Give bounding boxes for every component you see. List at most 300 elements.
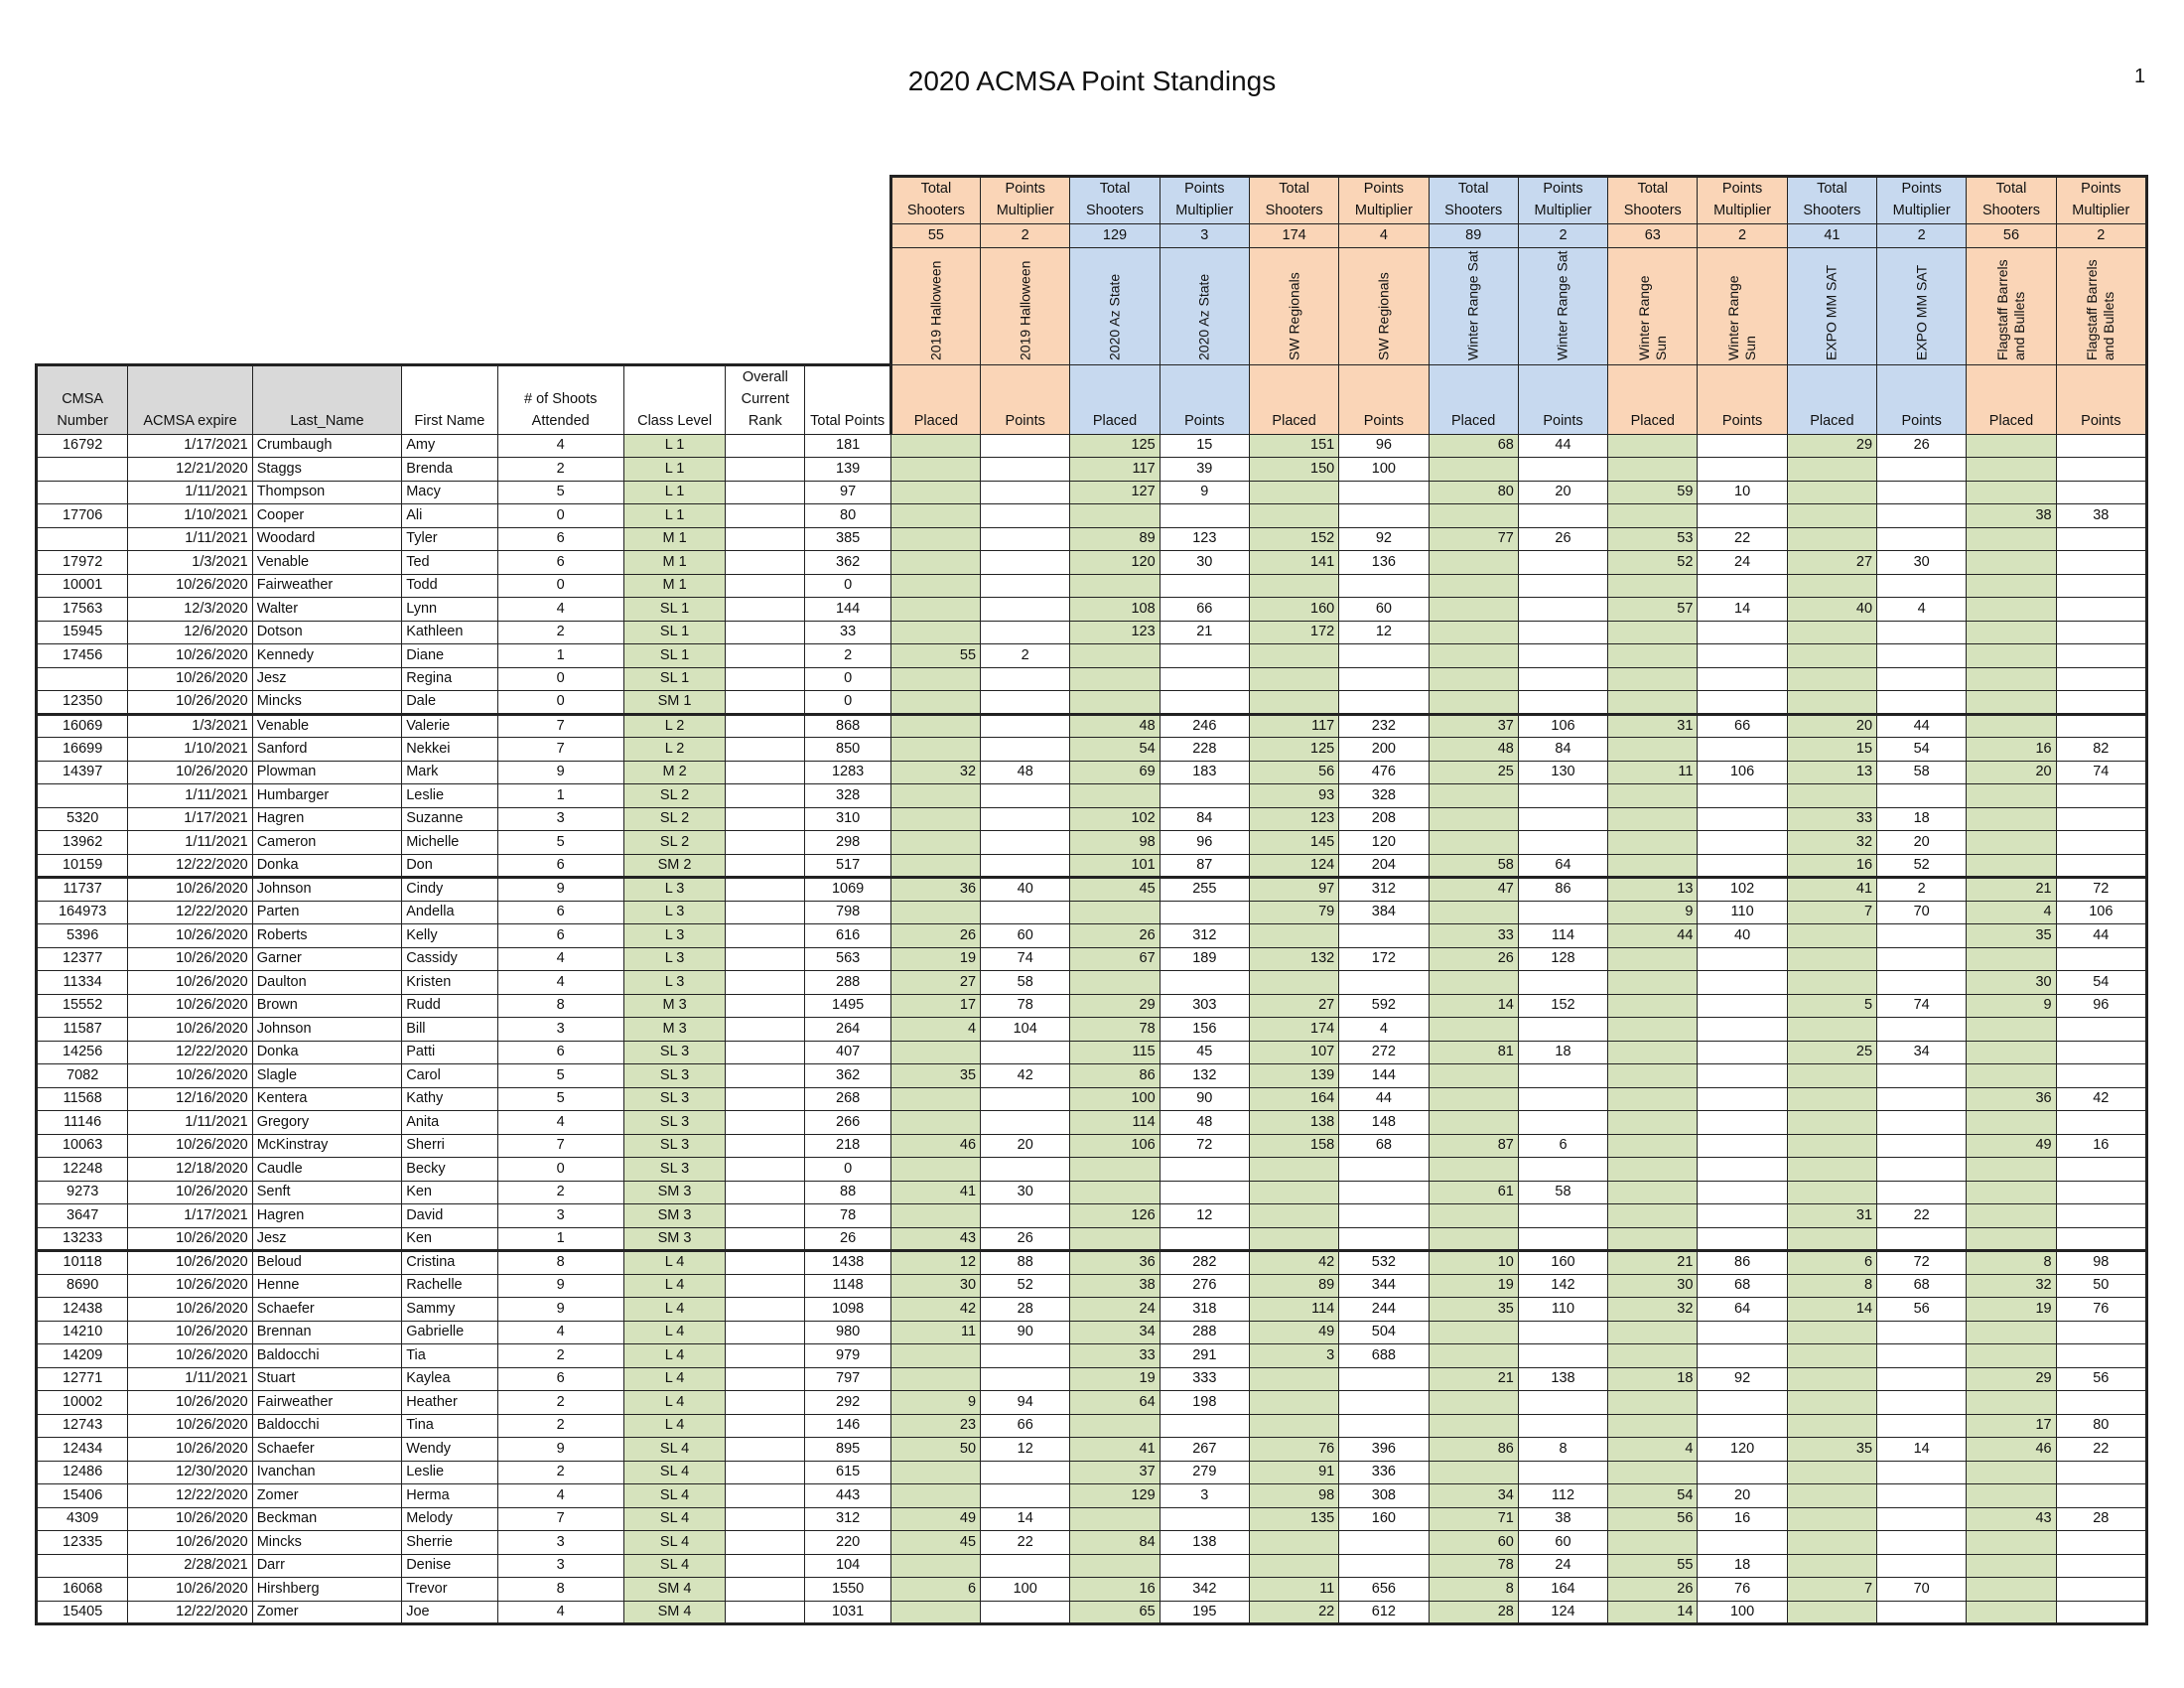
cell-wrsat-points: 8: [1518, 1438, 1607, 1462]
cell-overall-rank: [726, 551, 805, 575]
cell-flag-points: [2056, 947, 2146, 971]
cell-total-points: 980: [805, 1321, 890, 1344]
cell-total-points: 362: [805, 1064, 890, 1088]
event-points-multiplier-label: Points Multiplier: [1518, 177, 1607, 224]
cell-halloween-points: [981, 831, 1070, 855]
cell-swreg-points: [1339, 1414, 1429, 1438]
cell-azstate-points: [1160, 1414, 1249, 1438]
cell-first-name: Heather: [402, 1391, 497, 1415]
cell-halloween-placed: 36: [890, 878, 980, 902]
cell-overall-rank: [726, 1064, 805, 1088]
cell-azstate-placed: 98: [1070, 831, 1160, 855]
cell-wrsun-placed: [1608, 1344, 1698, 1368]
cell-azstate-points: 195: [1160, 1601, 1249, 1624]
cell-halloween-placed: 30: [890, 1274, 980, 1298]
cell-last-name: Kennedy: [252, 644, 401, 668]
cell-wrsat-placed: 28: [1429, 1601, 1518, 1624]
cell-halloween-placed: [890, 714, 980, 738]
cell-wrsat-points: 124: [1518, 1601, 1607, 1624]
cell-halloween-placed: [890, 621, 980, 644]
cell-expo-points: [1877, 1134, 1967, 1158]
cell-halloween-placed: [890, 901, 980, 924]
cell-expo-points: [1877, 1181, 1967, 1204]
cell-acmsa-expire: 10/26/2020: [128, 1018, 252, 1042]
cell-last-name: Gregory: [252, 1111, 401, 1135]
cell-expo-placed: 41: [1787, 878, 1876, 902]
cell-halloween-points: [981, 784, 1070, 808]
col-event-points: Points: [1698, 364, 1787, 434]
cell-first-name: Gabrielle: [402, 1321, 497, 1344]
cell-wrsat-placed: 77: [1429, 527, 1518, 551]
cell-azstate-points: 312: [1160, 924, 1249, 948]
cell-swreg-placed: 97: [1249, 878, 1338, 902]
cell-flag-placed: [1967, 1227, 2056, 1251]
cell-wrsat-placed: 58: [1429, 854, 1518, 878]
cell-expo-placed: [1787, 481, 1876, 504]
cell-last-name: Woodard: [252, 527, 401, 551]
cell-last-name: Donka: [252, 854, 401, 878]
cell-azstate-placed: [1070, 504, 1160, 528]
cell-wrsun-placed: [1608, 1018, 1698, 1042]
cell-class-level: SL 1: [623, 667, 725, 691]
cell-total-points: 97: [805, 481, 890, 504]
cell-shoots-attended: 9: [497, 878, 623, 902]
cell-shoots-attended: 9: [497, 1274, 623, 1298]
cell-flag-points: [2056, 527, 2146, 551]
cell-swreg-placed: 89: [1249, 1274, 1338, 1298]
cell-halloween-placed: 26: [890, 924, 980, 948]
event-points-multiplier-label: Points Multiplier: [1339, 177, 1429, 224]
event-total-shooters-value: 55: [890, 224, 980, 248]
table-row: [37, 1601, 2147, 1624]
cell-class-level: SL 1: [623, 644, 725, 668]
cell-total-points: 78: [805, 1204, 890, 1228]
cell-halloween-points: 104: [981, 1018, 1070, 1042]
cell-class-level: SM 3: [623, 1204, 725, 1228]
cell-wrsun-points: [1698, 1227, 1787, 1251]
cell-halloween-points: 52: [981, 1274, 1070, 1298]
cell-azstate-placed: 115: [1070, 1041, 1160, 1064]
cell-flag-points: 28: [2056, 1507, 2146, 1531]
col-cmsa-number: CMSA Number: [37, 364, 128, 434]
cell-last-name: Hagren: [252, 807, 401, 831]
cell-azstate-placed: [1070, 644, 1160, 668]
cell-first-name: Kathleen: [402, 621, 497, 644]
cell-wrsat-points: 38: [1518, 1507, 1607, 1531]
table-row: [37, 551, 2147, 575]
cell-flag-points: 82: [2056, 738, 2146, 762]
cell-halloween-points: [981, 1087, 1070, 1111]
cell-swreg-points: [1339, 481, 1429, 504]
cell-swreg-points: 688: [1339, 1344, 1429, 1368]
cell-overall-rank: [726, 1181, 805, 1204]
col-event-placed: Placed: [1429, 364, 1518, 434]
cell-first-name: Kathy: [402, 1087, 497, 1111]
cell-wrsat-placed: [1429, 1344, 1518, 1368]
cell-first-name: Becky: [402, 1158, 497, 1182]
cell-wrsat-placed: 48: [1429, 738, 1518, 762]
event-name-placed-text: 2019 Halloween: [927, 260, 944, 360]
cell-azstate-points: [1160, 901, 1249, 924]
cell-halloween-placed: [890, 738, 980, 762]
cell-expo-points: [1877, 667, 1967, 691]
cell-azstate-placed: 34: [1070, 1321, 1160, 1344]
cell-wrsat-points: [1518, 1064, 1607, 1088]
cell-wrsun-placed: 31: [1608, 714, 1698, 738]
cell-shoots-attended: 3: [497, 1018, 623, 1042]
cell-total-points: 798: [805, 901, 890, 924]
cell-swreg-points: [1339, 691, 1429, 715]
cell-expo-points: 70: [1877, 1578, 1967, 1602]
cell-wrsat-points: [1518, 551, 1607, 575]
cell-acmsa-expire: 10/26/2020: [128, 1507, 252, 1531]
cell-flag-placed: 8: [1967, 1251, 2056, 1275]
cell-flag-points: [2056, 1344, 2146, 1368]
cell-overall-rank: [726, 1111, 805, 1135]
cell-shoots-attended: 1: [497, 644, 623, 668]
cell-acmsa-expire: 1/11/2021: [128, 481, 252, 504]
cell-flag-points: [2056, 551, 2146, 575]
cell-total-points: 868: [805, 714, 890, 738]
cell-total-points: 385: [805, 527, 890, 551]
cell-total-points: 310: [805, 807, 890, 831]
cell-halloween-placed: 43: [890, 1227, 980, 1251]
cell-azstate-placed: 100: [1070, 1087, 1160, 1111]
cell-azstate-points: [1160, 574, 1249, 598]
cell-first-name: Ken: [402, 1181, 497, 1204]
cell-expo-placed: [1787, 504, 1876, 528]
cell-halloween-points: 60: [981, 924, 1070, 948]
cell-first-name: Kristen: [402, 971, 497, 995]
cell-flag-placed: 43: [1967, 1507, 2056, 1531]
cell-acmsa-expire: 10/26/2020: [128, 1251, 252, 1275]
cell-flag-points: [2056, 1041, 2146, 1064]
cell-first-name: Denise: [402, 1554, 497, 1578]
cell-class-level: L 3: [623, 924, 725, 948]
cell-halloween-placed: [890, 1087, 980, 1111]
cell-wrsun-points: 86: [1698, 1251, 1787, 1275]
cell-class-level: M 3: [623, 1018, 725, 1042]
cell-azstate-points: 183: [1160, 761, 1249, 784]
cell-wrsun-points: 16: [1698, 1507, 1787, 1531]
cell-wrsun-points: 106: [1698, 761, 1787, 784]
cell-wrsat-placed: 61: [1429, 1181, 1518, 1204]
cell-acmsa-expire: 10/26/2020: [128, 691, 252, 715]
cell-swreg-points: 592: [1339, 994, 1429, 1018]
col-class-level: Class Level: [623, 364, 725, 434]
cell-cmsa-number: 10159: [37, 854, 128, 878]
cell-overall-rank: [726, 1601, 805, 1624]
cell-flag-placed: [1967, 1158, 2056, 1182]
cell-swreg-placed: 107: [1249, 1041, 1338, 1064]
cell-cmsa-number: 12438: [37, 1298, 128, 1322]
cell-acmsa-expire: 1/17/2021: [128, 434, 252, 458]
table-row: [37, 574, 2147, 598]
table-row: [37, 924, 2147, 948]
cell-total-points: 895: [805, 1438, 890, 1462]
cell-overall-rank: [726, 621, 805, 644]
cell-expo-placed: [1787, 1181, 1876, 1204]
cell-azstate-points: 282: [1160, 1251, 1249, 1275]
cell-wrsun-points: [1698, 738, 1787, 762]
table-row: [37, 1507, 2147, 1531]
cell-expo-placed: 20: [1787, 714, 1876, 738]
event-total-shooters-label: Total Shooters: [1787, 177, 1876, 224]
cell-halloween-placed: [890, 1344, 980, 1368]
cell-wrsat-placed: [1429, 504, 1518, 528]
cell-total-points: 850: [805, 738, 890, 762]
cell-wrsat-placed: [1429, 784, 1518, 808]
cell-wrsun-points: [1698, 1134, 1787, 1158]
cell-shoots-attended: 2: [497, 621, 623, 644]
cell-azstate-points: 45: [1160, 1041, 1249, 1064]
cell-acmsa-expire: 12/22/2020: [128, 1041, 252, 1064]
cell-swreg-placed: [1249, 924, 1338, 948]
cell-halloween-placed: [890, 1461, 980, 1484]
cell-overall-rank: [726, 971, 805, 995]
cell-expo-points: 4: [1877, 598, 1967, 622]
cell-acmsa-expire: 12/22/2020: [128, 854, 252, 878]
cell-wrsun-points: [1698, 1111, 1787, 1135]
cell-class-level: L 3: [623, 878, 725, 902]
table-row: [37, 1554, 2147, 1578]
cell-wrsun-placed: [1608, 1134, 1698, 1158]
cell-halloween-placed: 11: [890, 1321, 980, 1344]
cell-last-name: Stuart: [252, 1367, 401, 1391]
cell-halloween-placed: 49: [890, 1507, 980, 1531]
event-total-shooters-value: 63: [1608, 224, 1698, 248]
cell-swreg-points: [1339, 667, 1429, 691]
cell-swreg-points: 312: [1339, 878, 1429, 902]
header-columns-row: [37, 364, 2147, 434]
cell-azstate-points: 333: [1160, 1367, 1249, 1391]
cell-wrsat-points: 64: [1518, 854, 1607, 878]
cell-flag-placed: 35: [1967, 924, 2056, 948]
cell-flag-placed: [1967, 1181, 2056, 1204]
cell-overall-rank: [726, 1087, 805, 1111]
cell-wrsun-points: [1698, 1531, 1787, 1555]
cell-shoots-attended: 0: [497, 691, 623, 715]
cell-flag-points: 44: [2056, 924, 2146, 948]
cell-halloween-placed: [890, 574, 980, 598]
cell-wrsun-points: [1698, 1344, 1787, 1368]
cell-swreg-points: 4: [1339, 1018, 1429, 1042]
cell-wrsun-points: [1698, 1461, 1787, 1484]
cell-wrsun-placed: [1608, 1321, 1698, 1344]
cell-expo-points: [1877, 947, 1967, 971]
cell-halloween-points: [981, 598, 1070, 622]
cell-swreg-placed: [1249, 1414, 1338, 1438]
cell-overall-rank: [726, 1507, 805, 1531]
cell-swreg-placed: [1249, 1204, 1338, 1228]
cell-swreg-placed: [1249, 1531, 1338, 1555]
cell-swreg-placed: 98: [1249, 1484, 1338, 1508]
cell-halloween-points: [981, 434, 1070, 458]
cell-shoots-attended: 3: [497, 1531, 623, 1555]
cell-first-name: Regina: [402, 667, 497, 691]
col-event-points: Points: [1518, 364, 1607, 434]
cell-last-name: Donka: [252, 1041, 401, 1064]
cell-halloween-placed: [890, 1484, 980, 1508]
cell-expo-placed: [1787, 574, 1876, 598]
cell-class-level: SM 4: [623, 1578, 725, 1602]
cell-azstate-placed: 102: [1070, 807, 1160, 831]
cell-halloween-points: [981, 901, 1070, 924]
cell-first-name: Ken: [402, 1227, 497, 1251]
cell-flag-placed: [1967, 1344, 2056, 1368]
event-total-shooters-label: Total Shooters: [1249, 177, 1338, 224]
cell-flag-placed: 38: [1967, 504, 2056, 528]
cell-halloween-placed: 9: [890, 1391, 980, 1415]
cell-swreg-points: 532: [1339, 1251, 1429, 1275]
cell-acmsa-expire: 10/26/2020: [128, 1181, 252, 1204]
cell-cmsa-number: 16068: [37, 1578, 128, 1602]
cell-last-name: Baldocchi: [252, 1414, 401, 1438]
cell-overall-rank: [726, 807, 805, 831]
cell-expo-placed: [1787, 1018, 1876, 1042]
cell-acmsa-expire: 1/11/2021: [128, 527, 252, 551]
cell-shoots-attended: 2: [497, 1181, 623, 1204]
table-row: [37, 901, 2147, 924]
cell-azstate-points: 291: [1160, 1344, 1249, 1368]
cell-wrsat-points: 160: [1518, 1251, 1607, 1275]
cell-wrsun-points: [1698, 1087, 1787, 1111]
cell-overall-rank: [726, 644, 805, 668]
cell-wrsun-points: 68: [1698, 1274, 1787, 1298]
cell-expo-points: [1877, 621, 1967, 644]
cell-cmsa-number: 16699: [37, 738, 128, 762]
cell-overall-rank: [726, 1531, 805, 1555]
cell-wrsun-placed: 56: [1608, 1507, 1698, 1531]
cell-last-name: Garner: [252, 947, 401, 971]
standings-body: [37, 434, 2147, 1624]
cell-overall-rank: [726, 1041, 805, 1064]
cell-wrsun-points: [1698, 1018, 1787, 1042]
cell-cmsa-number: 11587: [37, 1018, 128, 1042]
cell-class-level: L 1: [623, 458, 725, 482]
cell-total-points: 264: [805, 1018, 890, 1042]
cell-wrsun-points: 92: [1698, 1367, 1787, 1391]
cell-swreg-points: 148: [1339, 1111, 1429, 1135]
cell-flag-points: [2056, 1531, 2146, 1555]
cell-flag-points: [2056, 434, 2146, 458]
cell-total-points: 220: [805, 1531, 890, 1555]
cell-wrsat-placed: 78: [1429, 1554, 1518, 1578]
cell-azstate-points: [1160, 1507, 1249, 1531]
cell-total-points: 181: [805, 434, 890, 458]
cell-expo-points: 58: [1877, 761, 1967, 784]
cell-expo-placed: 7: [1787, 1578, 1876, 1602]
cell-azstate-placed: [1070, 691, 1160, 715]
cell-wrsun-points: [1698, 691, 1787, 715]
cell-overall-rank: [726, 738, 805, 762]
cell-wrsat-points: [1518, 574, 1607, 598]
cell-halloween-placed: 4: [890, 1018, 980, 1042]
cell-wrsun-points: 102: [1698, 878, 1787, 902]
cell-flag-points: [2056, 458, 2146, 482]
cell-wrsat-placed: 19: [1429, 1274, 1518, 1298]
cell-halloween-points: [981, 481, 1070, 504]
cell-wrsun-placed: 59: [1608, 481, 1698, 504]
cell-cmsa-number: 16792: [37, 434, 128, 458]
cell-first-name: Amy: [402, 434, 497, 458]
cell-wrsun-placed: [1608, 1158, 1698, 1182]
cell-wrsat-placed: 34: [1429, 1484, 1518, 1508]
cell-expo-points: [1877, 1111, 1967, 1135]
cell-acmsa-expire: 10/26/2020: [128, 994, 252, 1018]
cell-expo-placed: [1787, 1461, 1876, 1484]
cell-azstate-placed: 86: [1070, 1064, 1160, 1088]
cell-expo-placed: 31: [1787, 1204, 1876, 1228]
cell-acmsa-expire: 2/28/2021: [128, 1554, 252, 1578]
cell-flag-points: [2056, 1554, 2146, 1578]
cell-expo-points: [1877, 1484, 1967, 1508]
cell-halloween-placed: [890, 807, 980, 831]
table-row: [37, 1531, 2147, 1555]
cell-wrsat-points: [1518, 667, 1607, 691]
cell-cmsa-number: [37, 481, 128, 504]
cell-flag-placed: [1967, 1601, 2056, 1624]
cell-overall-rank: [726, 854, 805, 878]
cell-halloween-placed: [890, 1158, 980, 1182]
cell-cmsa-number: 8690: [37, 1274, 128, 1298]
cell-total-points: 1438: [805, 1251, 890, 1275]
cell-halloween-points: [981, 667, 1070, 691]
event-multiplier-value: 2: [2056, 224, 2146, 248]
cell-overall-rank: [726, 947, 805, 971]
cell-flag-placed: [1967, 574, 2056, 598]
cell-cmsa-number: 11568: [37, 1087, 128, 1111]
cell-wrsun-placed: 21: [1608, 1251, 1698, 1275]
cell-expo-placed: [1787, 527, 1876, 551]
cell-total-points: 0: [805, 574, 890, 598]
cell-azstate-points: 288: [1160, 1321, 1249, 1344]
cell-total-points: 2: [805, 644, 890, 668]
cell-swreg-points: 328: [1339, 784, 1429, 808]
cell-overall-rank: [726, 1554, 805, 1578]
cell-cmsa-number: 12434: [37, 1438, 128, 1462]
cell-cmsa-number: 14256: [37, 1041, 128, 1064]
cell-wrsun-placed: 18: [1608, 1367, 1698, 1391]
cell-swreg-placed: 150: [1249, 458, 1338, 482]
cell-swreg-points: [1339, 1554, 1429, 1578]
cell-wrsat-placed: [1429, 807, 1518, 831]
cell-flag-placed: 19: [1967, 1298, 2056, 1322]
cell-wrsun-points: [1698, 504, 1787, 528]
cell-last-name: Fairweather: [252, 1391, 401, 1415]
cell-flag-placed: [1967, 1554, 2056, 1578]
cell-swreg-points: [1339, 1227, 1429, 1251]
event-total-shooters-value: 89: [1429, 224, 1518, 248]
cell-last-name: Johnson: [252, 1018, 401, 1042]
cell-wrsat-placed: [1429, 1461, 1518, 1484]
cell-expo-placed: [1787, 1531, 1876, 1555]
cell-overall-rank: [726, 481, 805, 504]
cell-flag-points: [2056, 1018, 2146, 1042]
cell-first-name: Cassidy: [402, 947, 497, 971]
cell-halloween-placed: [890, 1041, 980, 1064]
cell-azstate-points: 267: [1160, 1438, 1249, 1462]
cell-last-name: Walter: [252, 598, 401, 622]
cell-swreg-points: 136: [1339, 551, 1429, 575]
cell-expo-points: 20: [1877, 831, 1967, 855]
cell-swreg-placed: 151: [1249, 434, 1338, 458]
cell-cmsa-number: 12486: [37, 1461, 128, 1484]
cell-total-points: 26: [805, 1227, 890, 1251]
cell-overall-rank: [726, 1578, 805, 1602]
cell-halloween-placed: 19: [890, 947, 980, 971]
col-event-placed: Placed: [1608, 364, 1698, 434]
